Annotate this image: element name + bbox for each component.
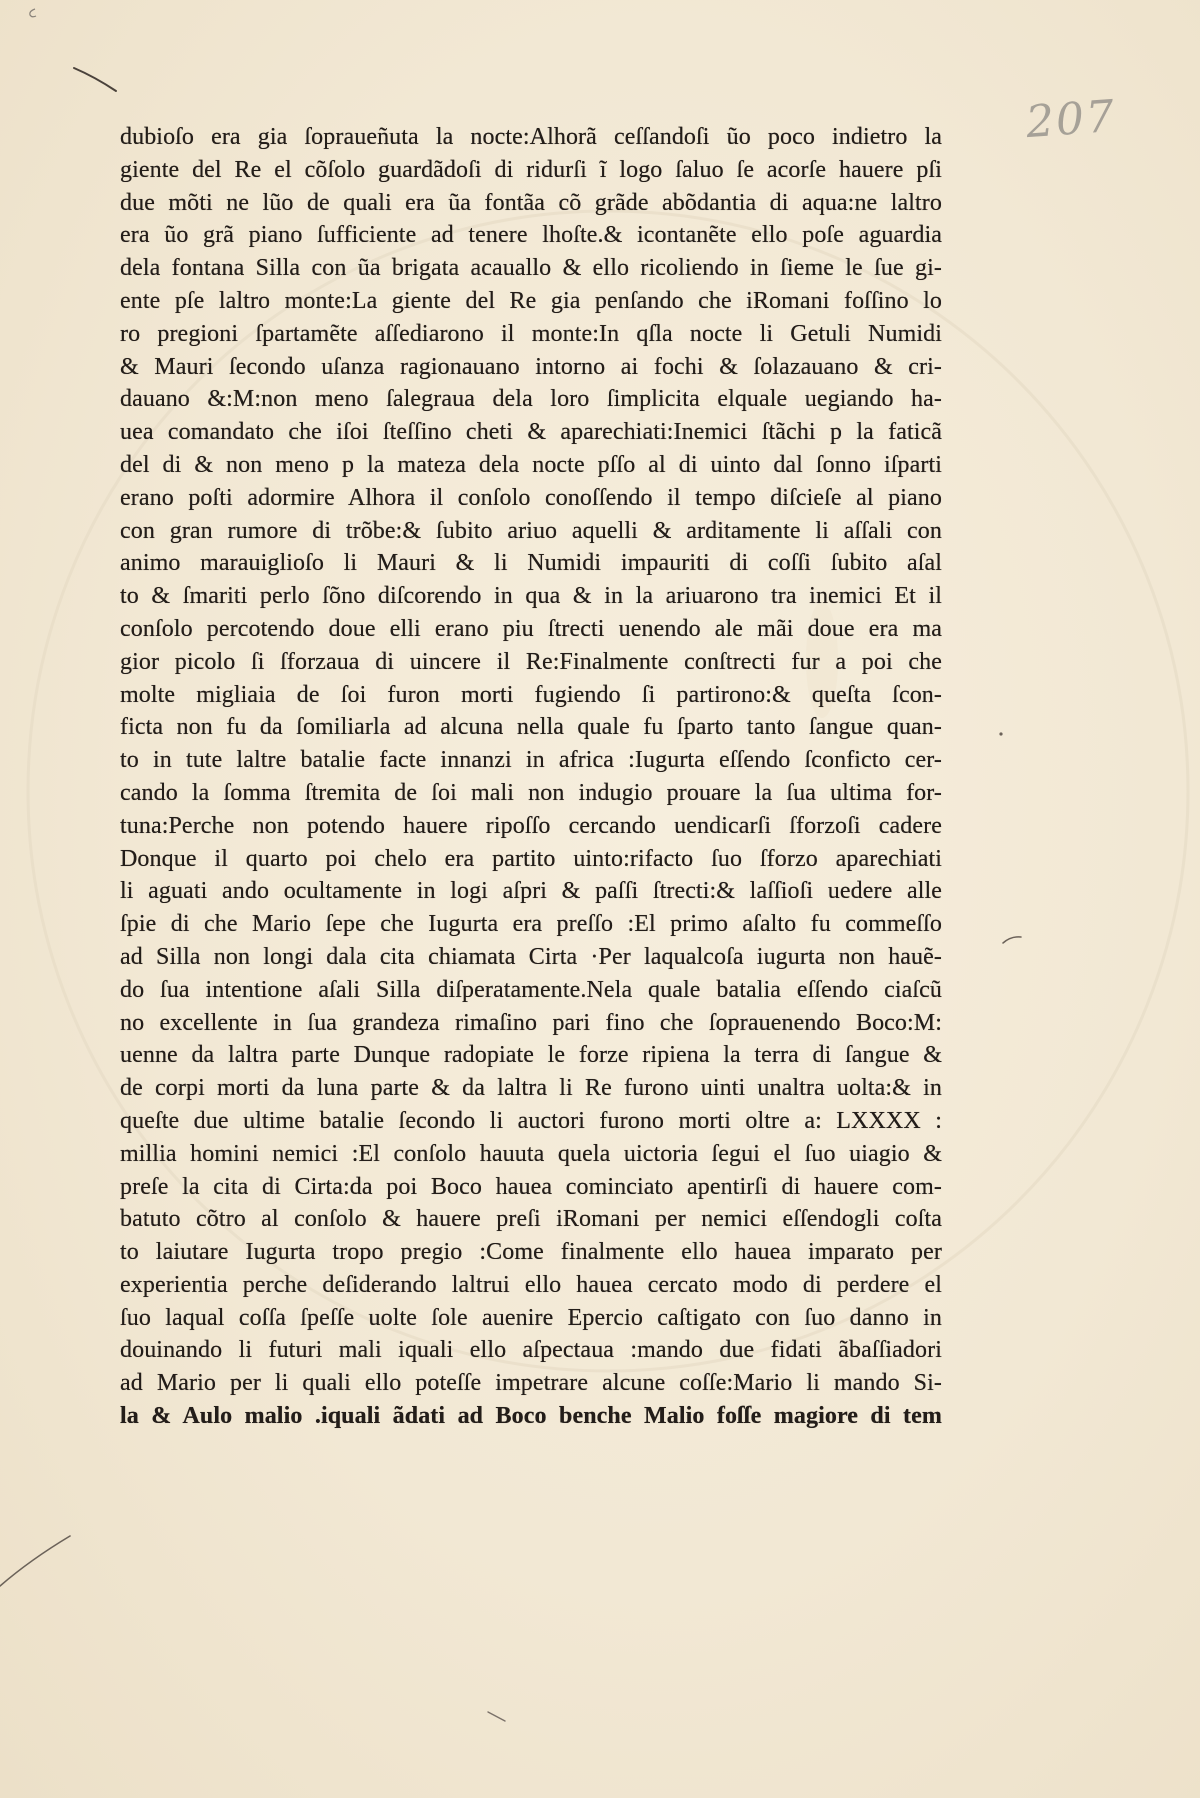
text-line: do ſua intentione aſali Silla diſperatamente.Nela quale batalia eſſendo ciaſcũ: [120, 976, 942, 1003]
left-margin-stroke: [0, 1536, 70, 1586]
text-line: de corpi morti da luna parte & da laltra li Re furono uinti unaltra uolta:& in: [120, 1075, 942, 1102]
text-line: gior picolo ſi ſforzaua di uincere il Re:Finalmente conſtrecti fur a poi che: [120, 648, 942, 675]
text-line: animo marauiglioſo li Mauri & li Numidi impauriti di coſſi ſubito aſal: [120, 550, 942, 577]
text-line: molte migliaia de ſoi furon morti fugiendo ſi partirono:& queſta ſcon-: [120, 681, 942, 708]
text-line: Donque il quarto poi chelo era partito uinto:rifacto ſuo ſforzo aparechiati: [120, 845, 942, 872]
text-line: douinando li futuri mali iquali ello aſpectaua :mando due fidati ãbaſſiadori: [120, 1337, 942, 1364]
text-line: giente del Re el cõſolo guardãdoſi di ridurſi ĩ logo ſaluo ſe acorſe hauere pſi: [120, 156, 942, 183]
text-line: ſpie di che Mario ſepe che Iugurta era preſſo :El primo aſalto fu commeſſo: [120, 911, 942, 938]
text-line: uea comandato che iſoi ſteſſino cheti & aparechiati:Inemici ſtãchi p la faticã: [120, 419, 942, 446]
text-line: ro pregioni ſpartamẽte aſſediarono il monte:In qſla nocte li Getuli Numidi: [120, 320, 942, 347]
text-line: & Mauri ſecondo uſanza ragionauano intorno ai fochi & ſolazauano & cri-: [120, 353, 942, 380]
text-line: dauano &:M:non meno ſalegraua dela loro ſimplicita elquale uegiando ha-: [120, 386, 942, 413]
text-line: la & Aulo malio .iquali ãdati ad Boco benche Malio foſſe magiore di tem: [120, 1403, 942, 1430]
text-line: to laiutare Iugurta tropo pregio :Come finalmente ello hauea imparato per: [120, 1239, 942, 1266]
text-line: to in tute laltre batalie facte innanzi in africa :Iugurta eſſendo ſconficto cer-: [120, 747, 942, 774]
text-line: li aguati ando ocultamente in logi aſpri & paſſi ſtrecti:& laſſioſi uedere alle: [120, 878, 942, 905]
text-line: ente pſe laltro monte:La giente del Re gia penſando che iRomani foſſino lo: [120, 287, 942, 314]
text-line: batuto cõtro al conſolo & hauere preſi iRomani per nemici eſſendogli coſta: [120, 1206, 942, 1233]
text-line: due mõti ne lũo de quali era ũa fontãa cõ grãde abõdantia di aqua:ne laltro: [120, 189, 942, 216]
text-line: experientia perche deſiderando laltrui ello hauea cercato modo di perdere el: [120, 1271, 942, 1298]
text-line: cando la ſomma ſtremita de ſoi mali non indugio prouare la ſua ultima for-: [120, 779, 942, 806]
text-line: tuna:Perche non potendo hauere ripoſſo cercando uendicarſi ſforzoſi cadere: [120, 812, 942, 839]
right-margin-dot: [999, 732, 1002, 735]
text-line: uenne da laltra parte Dunque radopiate le forze ripiena la terra di ſangue &: [120, 1042, 942, 1069]
corner-mark: [30, 9, 36, 17]
text-line: con gran rumore di trõbe:& ſubito ariuo aquelli & arditamente li aſſali con: [120, 517, 942, 544]
text-line: queſte due ultime batalie ſecondo li auctori furono morti oltre a: LXXXX :: [120, 1107, 942, 1134]
text-line: to & ſmariti perlo ſõno diſcorendo in qua & in la ariuarono tra inemici Et il: [120, 583, 942, 610]
text-line: preſe la cita di Cirta:da poi Boco hauea cominciato apentirſi di hauere com-: [120, 1173, 942, 1200]
text-line: era ũo grã piano ſufficiente ad tenere lhoſte.& icontanẽte ello poſe aguardia: [120, 222, 942, 249]
text-line: erano poſti adormire Alhora il conſolo conoſſendo il tempo diſcieſe al piano: [120, 484, 942, 511]
text-line: conſolo percotendo doue elli erano piu ſtrecti uenendo ale mãi doue era ma: [120, 615, 942, 642]
text-line: no excellente in ſua grandeza rimaſino pari fino che ſoprauenendo Boco:M:: [120, 1009, 942, 1036]
text-line: millia homini nemici :El conſolo hauuta quela uictoria ſegui el ſuo uiagio &: [120, 1140, 942, 1167]
text-line: ſuo laqual coſſa ſpeſſe uolte ſole auenire Epercio caſtigato con ſuo danno in: [120, 1304, 942, 1331]
text-line: del di & non meno p la mateza dela nocte pſſo al di uinto dal ſonno iſparti: [120, 451, 942, 478]
right-margin-mark: [1003, 937, 1021, 943]
text-line: ficta non fu da ſomiliarla ad alcuna nella quale fu ſparto tanto ſangue quan-: [120, 714, 942, 741]
printed-text-block: [120, 121, 942, 1433]
text-line: ad Mario per li quali ello poteſſe impetrare alcune coſſe:Mario li mando Si-: [120, 1370, 942, 1397]
handwritten-folio-number: 207: [1024, 90, 1118, 149]
text-line: ad Silla non longi dala cita chiamata Cirta ·Per laqualcoſa iugurta non hauẽ-: [120, 943, 942, 970]
bottom-margin-tick: [488, 1712, 505, 1721]
text-line: dela fontana Silla con ũa brigata acauallo & ello ricoliendo in ſieme le ſue gi-: [120, 255, 942, 282]
text-line: dubioſo era gia ſopraueñuta la nocte:Alhorã ceſſandoſi ũo poco indietro la: [120, 124, 942, 150]
corner-pen-stroke: [74, 68, 116, 91]
